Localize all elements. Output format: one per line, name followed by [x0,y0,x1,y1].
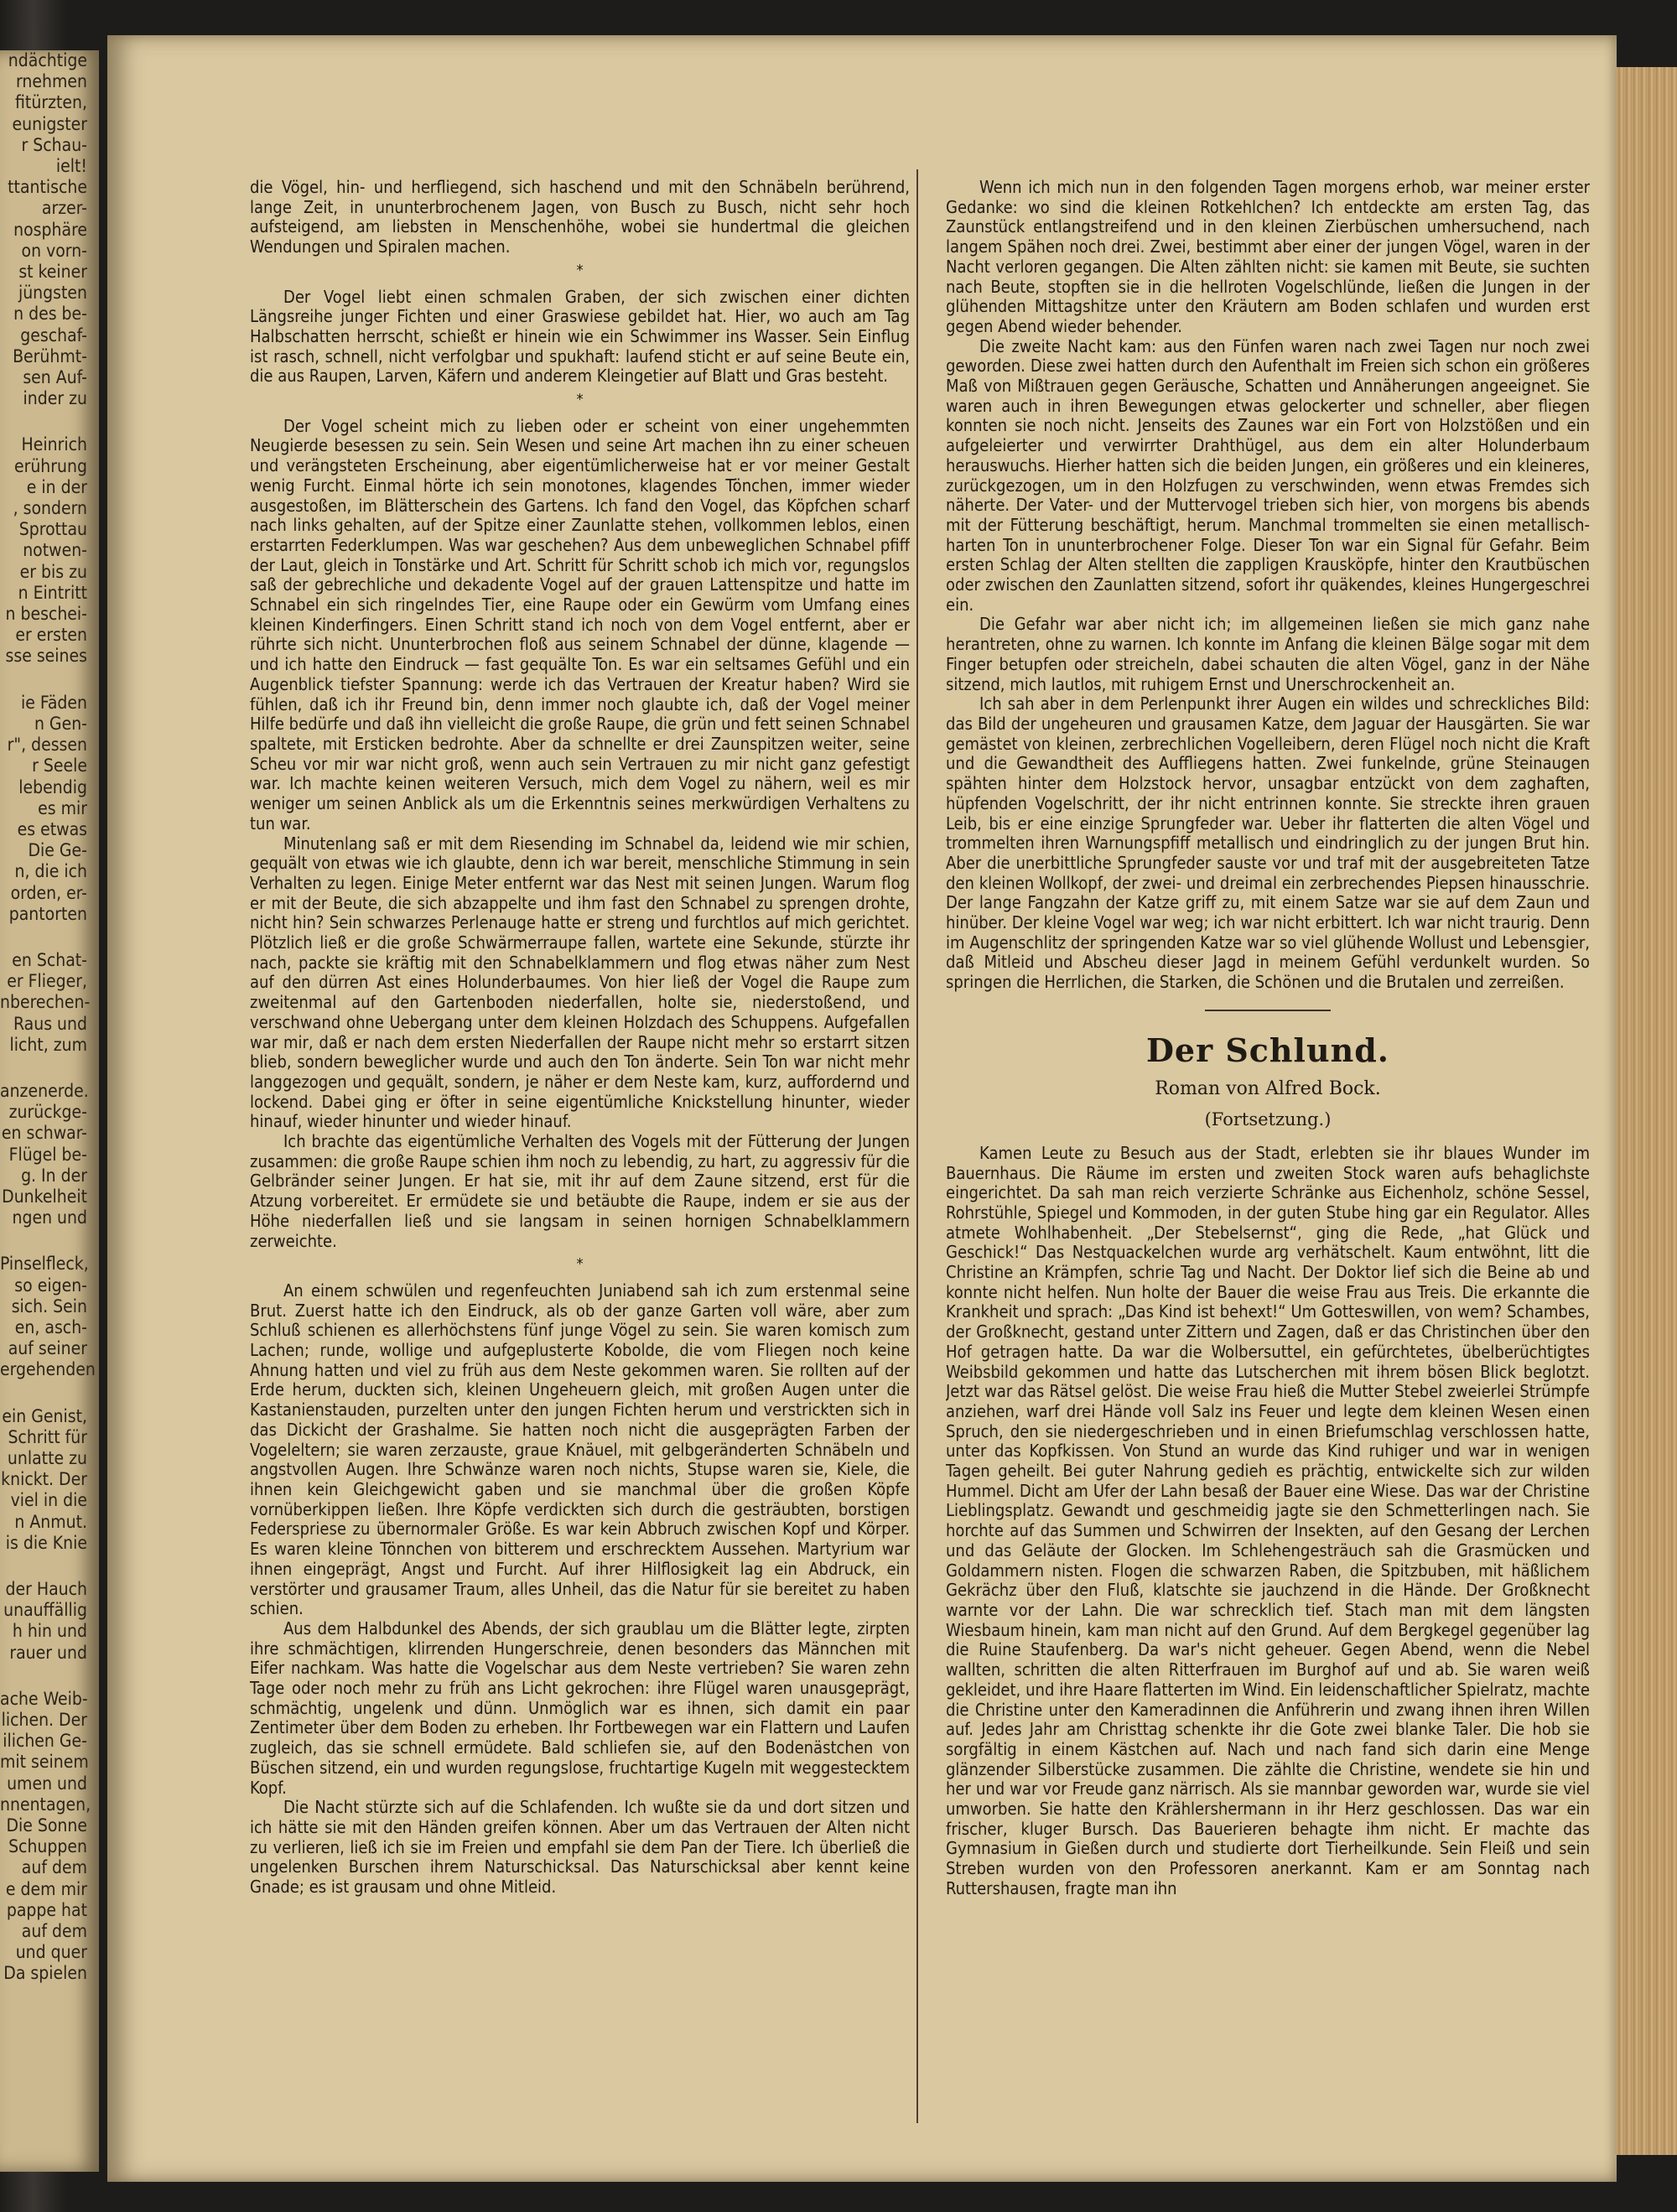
story-body [946,1144,1590,1899]
previous-page-text-fragment: arzer- [41,198,87,219]
previous-page-text-fragment: notwen- [23,540,87,561]
previous-page-text-fragment: anzenerde. [0,1080,89,1101]
previous-page-text-fragment: erührung [13,455,87,476]
previous-page-text-fragment: pappe hat [6,1899,87,1920]
previous-page-text-fragment: fitürzten, [15,92,87,113]
paragraph: Die Gefahr war aber nicht ich; im allgemeinen ließen sie mich ganz nahe herantreten, ohne zu warnen. Ich konnte im Anfang die kleinen Bälge sogar mit dem Finger betupfen oder streicheln, dabei schauten die alten Vögel, ganz in der Nähe sitzend, mich lautlos, mit ruhigem Ernst und Unerschrockenheit an. [946,614,1590,694]
previous-page-text-fragment: nosphäre [13,219,87,240]
previous-page-text-fragment: unlatte zu [7,1447,87,1468]
previous-page-text-fragment: ergehenden [0,1359,96,1380]
previous-page-text-fragment: Dunkelheit [2,1186,87,1207]
previous-page-text-fragment [0,1381,99,1406]
previous-page-text-fragment: , sondern [13,498,87,519]
previous-page-text-fragment: r Seele [32,756,87,776]
paragraph: An einem schwülen und regenfeuchten Juniabend sah ich zum erstenmal seine Brut. Zuerst hatte ich den Eindruck, als ob der ganze Garten voll wäre, aber zum Schluß schienen es allerhöchstens fünf junge Vögel zu sein. Sie waren komisch zum Lachen; runde, wollige und aufgeplusterte Kobolde, die vom Fliegen noch keine Ahnung hatten und viel zu früh aus dem Neste gekommen waren. Sie rollten auf der Erde herum, duckten sich, kleinen Ungeheuern gleich, mit großen Augen unter die Kastanienstauden, purzelten unter den jungen Fichten herum und verstrickten sich in das Dickicht der Grashalme. Sie hatten noch nicht die ausgeprägten Farben der Vogeleltern; sie waren zerzauste, graue Knäuel, mit gelbgeränderten Schnäbeln und angstvollen Augen. Ihre Schwänze waren noch nichts, Stupse waren sie, Kiele, die ihnen kein Gleichgewicht gaben und sie manchmal über die großen Köpfe vornüberkippen ließen. Ihre Köpfe verdickten sich durch die gesträubten, borstigen Federspriese zu übernormaler Größe. Es war kein Abbruch zwischen Kopf und Körper. Es waren kleine Tönnchen von bitterem und erschrecktem Aussehen. Martyrium war ihnen eingeprägt, Angst und Furcht. Auf ihrer Hilflosigkeit lag ein Abdruck, ein verstörter und grausamer Traum, alles Unheil, das die Natur für sie bereitet zu haben schien. [250,1280,910,1619]
previous-page-text-fragment: nberechen- [0,992,91,1013]
previous-page-text-fragment: es mir [38,797,87,818]
previous-page-text-fragment: ngen und [12,1207,87,1228]
section-separator-star: * [576,391,584,409]
paragraph: Minutenlang saß er mit dem Riesending im Schnabel da, leidend wie mir schien, gequält von etwas wie ich glaubte, denn ich war bereit, menschliche Stimmung in sein Verhalten zu legen. Einige Meter entfernt war das Nest mit seinen Jungen. Warum flog er mit der Beute, die sich abzappelte und ihm fast den Schnabel zu sprengen drohte, nicht hin? Sein schwarzes Perlenauge hatte er streng und furchtlos auf mich gerichtet. Plötzlich ließ er die große Schwärmerraupe fallen, wartete eine Sekunde, stürzte ihr nach, packte sie kräftig mit den Schnabelklammern und flog etwas näher zum Nest auf den dürren Ast eines Holunderbaumes. Von hier ließ der Vogel die Raupe zum zweitenmal auf den Gartenboden niederfallen, holte sie, niederstoßend, und verschwand ohne Uebergang unter dem kleinen Holzdach des Schuppens. Aufgefallen war mir, daß er nach dem ersten Niederfallen der Raupe nicht mehr so erstarrt sitzen blieb, sondern beweglicher wurde und auch den Ton änderte. Sein Ton war nicht mehr langgezogen und gequält, sondern, je näher er dem Neste kam, kurz, auffordernd und lockend. Dabei ging er öfter in seine eigentümliche Knickstellung hinunter, wieder hinauf, wieder hinunter und wieder hinauf. [250,833,910,1132]
previous-page-text-fragment [0,1664,99,1689]
previous-page-text-fragment: ache Weib- [0,1688,88,1709]
previous-page-text-fragment: n Gen- [34,713,87,734]
previous-page-text-fragment: Die Sonne [6,1815,87,1836]
previous-page-text-fragment: h hin und [12,1621,87,1642]
previous-page-text-fragment: auf dem [21,1921,87,1942]
previous-page-text-fragment: Raus und [13,1013,87,1034]
previous-page-text-fragment: er bis zu [19,561,87,582]
paragraph: die Vögel, hin- und herfliegend, sich haschend und mit den Schnäbeln berührend, lange Zeit, in ununterbrochenem Jagen, von Busch zu Busch, nicht sehr hoch aufsteigend, am liebsten in Menschenhöhe, wobei sie hundertmal die gleichen Wendungen und Spiralen machen. [250,178,910,257]
previous-page-text-fragment: n Anmut. [14,1511,87,1532]
previous-page-text-fragment: auf seiner [8,1338,87,1359]
previous-page-text-fragment: n des be- [13,304,87,325]
previous-page-text-fragment: nnentagen, [0,1794,91,1815]
story-title: Der Schlund. [1145,1031,1390,1069]
previous-page-text-fragment [0,1228,99,1254]
previous-page-text-fragment: ie Fäden [21,692,87,713]
left-column [250,178,910,2123]
previous-page-text-fragment [0,1554,99,1579]
previous-page-text-fragment: unauffällig [3,1600,87,1621]
previous-page-text-fragment: jüngsten [18,283,87,304]
previous-page-text-fragment: Flügel be- [8,1144,87,1165]
previous-page-text-fragment: n, die ich [14,861,87,882]
paragraph: Kamen Leute zu Besuch aus der Stadt, erlebten sie ihr blaues Wunder im Bauernhaus. Die Räume im ersten und zweiten Stock waren aufs behaglichste eingerichtet. Da sah man reich verzierte Schränke aus Eichenholz, schöne Sessel, Rohrstühle, Spiegel und Kommoden, in der guten Stube hing gar ein Regulator. Alles atmete Wohlhabenheit. „Der Stebelsernst“, ging die Rede, „hat Glück und Geschick!“ Das Nestquackelchen wurde arg verhätschelt. Kaum entwöhnt, litt die Christine an Krämpfen, schrie Tag und Nacht. Der Doktor lief sich die Beine ab und konnte nicht helfen. Nun holte der Bauer die weise Frau aus Treis. Die erkannte die Krankheit und sprach: „Das Kind ist behext!“ Um Gotteswillen, von wem? Schambes, der Großknecht, gestand unter Zittern und Zagen, daß er das Christinchen über den Hof getragen hatte. Da war die Wolbersuttel, ein gefürchtetes, übelberüchtigtes Weibsbild gekommen und hatte das Lutscherchen mit ihrem bösen Blick beglotzt. Jetzt war das Rätsel gelöst. Die weise Frau hieß die Mutter Stebel zweierlei Strümpfe anziehen, warf drei Hände voll Salz ins Feuer und legte dem kleinen Wesen einen Spruch, den sie niedergeschrieben und in einen Briefumschlag verschlossen hatte, unter das Kopfkissen. Von Stund an wurde das Kind ruhiger und war in wenigen Tagen geheilt. Bei guter Nahrung gedieh es prächtig, entwickelte sich zur wilden Hummel. Dicht am Ufer der Lahn besaß der Bauer eine Wiese. Das war der Christine Lieblingsplatz. Gewandt und geschmeidig jagte sie den Schmetterlingen nach. Sie horchte auf das Summen und Schwirren der Insekten, auf den Gesang der Lerchen und das Geläute der Glocken. Im Schlehengesträuch sah die Grasmücken und Goldammern nisten. Flogen die schwarzen Raben, die Spitzbuben, mit häßlichem Gekrächz über den Fluß, klatschte sie jauchzend in die Hände. Der Großknecht warnte vor der Lahn. Die war schrecklich tief. Stach man mit dem längsten Wiesbaum hinein, kam man nicht auf den Grund. Auf dem Bergkegel gegenüber lag die Ruine Staufenberg. Da war's nicht geheuer. Gegen Abend, wenn die Nebel wallten, schritten die alten Ritterfrauen im Burghof auf und ab. Sie waren weiß gekleidet, und ihre Haare flatterten im Wind. Ein leidenschaftlicher Spielratz, machte die Christine unter den Kameradinnen die Anführerin und zwang ihnen ihren Willen auf. Jedes Jahr am Christtag schenkte ihr die Gote zwei blanke Taler. Die hob sie sorgfältig in einem Kästchen auf. Nach und nach fand sich darin eine Menge glänzender Silberstücke zusammen. Die zählte die Christine, wendete sie hin und her und war vor Freude ganz närrisch. Als sie mannbar geworden war, wurde sie viel umworben. Sie hatte den Krählershermann in ihr Herz geschlossen. Das war ein frischer, kluger Bursch. Das Bauerieren behagte ihm nicht. Er machte das Gymnasium in Gießen durch und studierte dort Tierheilkunde. Sein Fleiß und sein Streben wurden von den Professoren anerkannt. Kam er am Sonntag nach Ruttershausen, fragte man ihn [946,1142,1590,1898]
previous-page-text-fragment: is die Knie [5,1532,87,1553]
previous-page-text-fragment: sen Auf- [23,367,87,388]
previous-page-text-fragment: e in der [26,476,87,497]
previous-page-text-fragment: sich. Sein [11,1296,87,1316]
previous-page-text-fragment: on vorn- [21,240,87,261]
previous-page-text-fragment: so eigen- [14,1275,87,1296]
previous-page-text-fragment: eunigster [12,113,87,134]
column-divider [916,169,918,2123]
previous-page-text-fragment: zurückge- [8,1102,87,1123]
previous-page-text-fragment: Schritt für [8,1426,87,1447]
previous-page-text-fragment: ein Genist, [2,1405,87,1426]
previous-page-text-fragment: orden, er- [10,882,87,903]
previous-page-text-fragment: Schuppen [8,1836,87,1857]
previous-page-text-fragment [0,925,99,950]
previous-page-text-fragment: en Schat- [12,949,87,970]
previous-page-text-fragment: g. In der [21,1165,87,1186]
previous-page-text-fragment: st keiner [18,262,87,283]
paragraph: Ich sah aber in dem Perlenpunkt ihrer Augen ein wildes und schreckliches Bild: das Bild der ungeheuren und grausamen Katze, dem Jaguar der Hausgärten. Sie war gemästet von kleinen, zerbrechlichen Vogelleibern, deren Flügel noch nicht die Kraft und die Gewandtheit des Auffliegens hatten. Zwei funkelnde, grüne Steinaugen spähten hinter dem Holzstock hervor, unsagbar entzückt von dem zaghaften, hüpfenden Vogelschritt, der ihr nicht entrinnen konnte. Sie streckte ihren grauen Leib, bis er eine einzige Sprungfeder war. Ueber ihr flatterten die alten Vögel und trommelten ihren Warnungspfiff metallisch und eindringlich zu der jungen Brut hin. Aber die unerbittliche Sprungfeder sauste vor und traf mit der ausgebreiteten Tatze den kleinen Wollkopf, der zwei- und dreimal ein zerbrechendes Piepsen hinausschrie. Der lange Fangzahn der Katze griff zu, mit einem Satze war sie auf dem Zaun und hinüber. Der kleine Vogel war weg; ich war nicht erbittert. Ich war nicht traurig. Denn im Augenschlitz der springenden Katze war so viel glühende Wollust und Lebensgier, daß Mitleid und Abscheu dieser Jagd in meinem Gefühl verdunkelt wurden. So springen die Herrlichen, die Starken, die Schönen und die Brutalen und zerreißen. [946,693,1590,993]
previous-page-edge [0,50,99,2172]
previous-page-text-fragment: viel in die [10,1490,87,1511]
previous-page-text-fragment: sse seines [5,646,87,667]
previous-page-text-fragment: Da spielen [3,1963,87,1984]
previous-page-text-fragment: der Hauch [5,1579,87,1599]
previous-page-text-fragment: er Flieger, [7,971,87,992]
previous-page-text-fragment: Heinrich [21,434,87,455]
previous-page-text-fragment: Sprottau [18,519,87,540]
previous-page-text-fragment [0,1056,99,1081]
previous-page-text-fragment: er ersten [15,625,87,646]
previous-page-text-fragment: en, asch- [14,1316,87,1337]
previous-page-text-fragment: ndächtige [8,50,87,70]
previous-page-text-fragment [0,667,99,693]
section-divider [1205,1010,1331,1011]
previous-page-text-fragment: en schwar- [1,1123,87,1144]
previous-page-text-fragment: inder zu [23,388,87,409]
previous-page-text-fragment: rauer und [9,1642,87,1663]
previous-page-text-fragment: lebendig [18,776,87,797]
section-separator-star: * [576,1255,584,1274]
previous-page-text-fragment: n Eintritt [18,582,87,603]
previous-page-text-fragment: ttantische [8,177,87,198]
paragraph: Der Vogel liebt einen schmalen Graben, der sich zwischen einer dichten Längsreihe junger Fichten und einer Graswiese gebildet hat. Hier, wo auch am Tag Halbschatten herrscht, schießt er hinein wie ein Schwimmer ins Wasser. Sein Einflug ist rasch, schnell, nicht verfolgbar und spukhaft: laufend sticht er auf seine Beute ein, die aus Raupen, Larven, Käfern und anderem Kleingetier auf Blatt und Gras besteht. [250,286,910,387]
book-page-edges [1617,67,1677,2155]
paragraph: Die zweite Nacht kam: aus den Fünfen waren nach zwei Tagen nur noch zwei geworden. Diese zwei hatten durch den Aufenthalt im Freien sich schon ein größeres Maß von Mißtrauen gegen Geräusche, Schatten und Annäherungen angeeignet. Sie waren auch in ihren Bewegungen etwas gelockerter und schneller, aber fliegen konnten sie noch nicht. Jenseits des Zaunes war ein Fort von Holzstößen und ein aufgeleierter und verwirrter Drahthügel, aus dem ein alter Holunderbaum herauswuchs. Hierher hatten sich die beiden Jungen, ein größeres und ein kleineres, zurückgezogen, um in den Holzfugen zu verschwinden, wenn etwas Fremdes sich näherte. Der Vater- und der Muttervogel trieben sich hier, von morgens bis abends mit der Fütterung beschäftigt, herum. Manchmal trommelten sie einen metallisch-harten Ton in ununterbrochener Folge. Dieser Ton war ein Signal für Gefahr. Beim ersten Schlag der Alten stellten die zappligen Krausköpfe, hinter den Krautbüschen oder zwischen den Zaunlatten sitzend, sofort ihr quäkendes, kleines Hungergeschrei ein. [946,335,1590,615]
previous-page-text-fragment: r", dessen [7,735,87,756]
newspaper-page [107,35,1617,2182]
previous-page-text-fragment: licht, zum [9,1034,87,1055]
story-continuation-note: (Fortsetzung.) [1204,1109,1332,1129]
previous-page-text-fragment: und quer [15,1942,87,1963]
previous-page-text-fragment: geschaf- [20,325,87,345]
previous-page-text-fragment: n beschei- [5,604,87,625]
previous-page-text-fragment: r Schau- [21,134,87,155]
previous-page-text-fragment: lichen. Der [1,1710,87,1731]
right-column [946,178,1590,2123]
paragraph: Wenn ich mich nun in den folgenden Tagen morgens erhob, war meiner erster Gedanke: wo sind die kleinen Rotkehlchen? Ich entdeckte am ersten Tag, das Zaunstück entlangstreifend und in den kleinen Zierbüschen umhersuchend, nach langem Spähen noch drei. Zwei, bestimmt aber einer der jungen Vögel, waren in der Nacht verloren gegangen. Die Alten zählten nicht: sie kamen mit Beute, sie suchten nach Beute, stopften sie in die hellroten Vogelschlünde, ließen die Jungen in der glühenden Mittagshitze unter den Kräutern am Boden schlafen und wurden erst gegen Abend wieder behender. [946,178,1590,336]
previous-page-text-fragment [0,409,99,434]
paragraph: Aus dem Halbdunkel des Abends, der sich graublau um die Blätter legte, zirpten ihre schmächtigen, klirrenden Hungerschreie, denen besonders das Männchen mit Eifer nachkam. Was hatte die Vogelschar aus dem Neste vertrieben? Sie waren zehn Tage oder noch mehr zu früh ans Licht gekrochen: ihre Flügel waren unausgeprägt, schmächtig, ungelenk und dünn. Unmöglich war es ihnen, sich damit ein paar Zentimeter über dem Boden zu erheben. Ihr Fortbewegen war ein Flattern und Laufen zugleich, das sie schnell ermüdete. Bald schliefen sie, auf den Bodenästchen von Büschen sitzend, ein und wurden regungslose, fruchtartige Kugeln mit weggestecktem Kopf. [250,1617,910,1798]
previous-page-text-fragment: es etwas [17,818,87,839]
section-separator-star: * [576,261,584,279]
previous-page-text-fragment: knickt. Der [1,1469,87,1490]
previous-page-text-fragment: mit seinem [0,1752,89,1773]
previous-page-text-fragment: Die Ge- [28,840,87,861]
story-byline: Roman von Alfred Bock. [1155,1077,1381,1099]
previous-page-text-fragment: auf dem [21,1857,87,1878]
paragraph: Der Vogel scheint mich zu lieben oder er scheint von einer ungehemmten Neugierde besessen zu sein. Sein Wesen und seine Art machen ihn zu einer scheuen und verängsteten Erscheinung, aber eigentümlicherweise hat er vor meiner Gestalt wenig Furcht. Einmal hörte ich sein monotones, klagendes Tönchen, immer wieder ausgestoßen, im Blätterschein des Gartens. Ich fand den Vogel, das Köpfchen scharf nach links gehalten, auf der Spitze einer Zaunlatte stehen, vollkommen leblos, einen erstarrten Federklumpen. Was war geschehen? Aus dem unbeweglichen Schnabel pfiff der Laut, gleich in Tonstärke und Art. Schritt für Schritt schob ich mich vor, regungslos saß der gebrechliche und dekadente Vogel auf der grauen Lattenspitze und hatte im Schnabel ein sich ringelndes Tier, eine Raupe oder ein Gewürm vom Umfang eines kleinen Kinderfingers. Einen Schritt stand ich noch von dem Vogel entfernt, aber er rührte sich nicht. Ununterbrochen floß aus seinem Schnabel der dünne, klagende — und ich hatte den Eindruck — fast gequälte Ton. Es war ein seltsames Gefühl und ein Augenblick tiefster Spannung: werde ich das Vertrauen der Kreatur haben? Wird sie fühlen, daß ich ihr Freund bin, denn immer noch glaubte ich, daß der Vogel meiner Hilfe bedürfe und daß ihn vielleicht die große Raupe, die grün und fett seinen Schnabel spaltete, mit Ersticken bedrohte. Aber da schnellte er drei Zaunspitzen weiter, seine Scheu vor mir war nicht groß, wenn auch sein Vertrauen zu mir nicht ganz gefestigt war. Ich machte keinen weiteren Versuch, mich dem Vogel zu nähern, weil es mir weniger um seinen Anblick als um die Erkenntnis seines merkwürdigen Verhaltens zu tun war. [250,415,910,833]
previous-page-text-fragment: rnehmen [16,71,87,92]
right-column-essay [946,178,1590,993]
paragraph: Die Nacht stürzte sich auf die Schlafenden. Ich wußte sie da und dort sitzen und ich hätte sie mit den Händen greifen können. Aber um das Vertrauen der Alten nicht zu verlieren, ließ ich sie im Freien und empfahl sie dem Pan der Tiere. Ich überließ die ungelenken Burschen ihrem Naturschicksal. Das Naturschicksal aber kennt keine Gnade; es ist grausam und ohne Mitleid. [250,1797,910,1898]
paragraph: Ich brachte das eigentümliche Verhalten des Vogels mit der Fütterung der Jungen zusammen: die große Raupe schien ihm noch zu lebendig, zu hart, zu aggressiv für die Gelbränder seiner Jungen. Er hat sie, mit ihr auf dem Zaune sitzend, erst für die Atzung vorbereitet. Er ermüdete sie und betäubte die Raupe, indem er sie aus der Höhe niederfallen ließ und sie langsam in seinen hornigen Schnabelklammern zerweichte. [250,1131,910,1251]
previous-page-text-fragment: ilichen Ge- [3,1731,87,1752]
previous-page-text-fragment: Pinselfleck, [0,1254,89,1275]
previous-page-text-fragment: ielt! [55,156,87,177]
previous-page-text-fragment: umen und [7,1773,87,1794]
previous-page-text-fragment: Berühmt- [13,345,87,366]
previous-page-text-fragment: e dem mir [5,1878,87,1899]
previous-page-text-fragment: pantorten [8,903,87,924]
